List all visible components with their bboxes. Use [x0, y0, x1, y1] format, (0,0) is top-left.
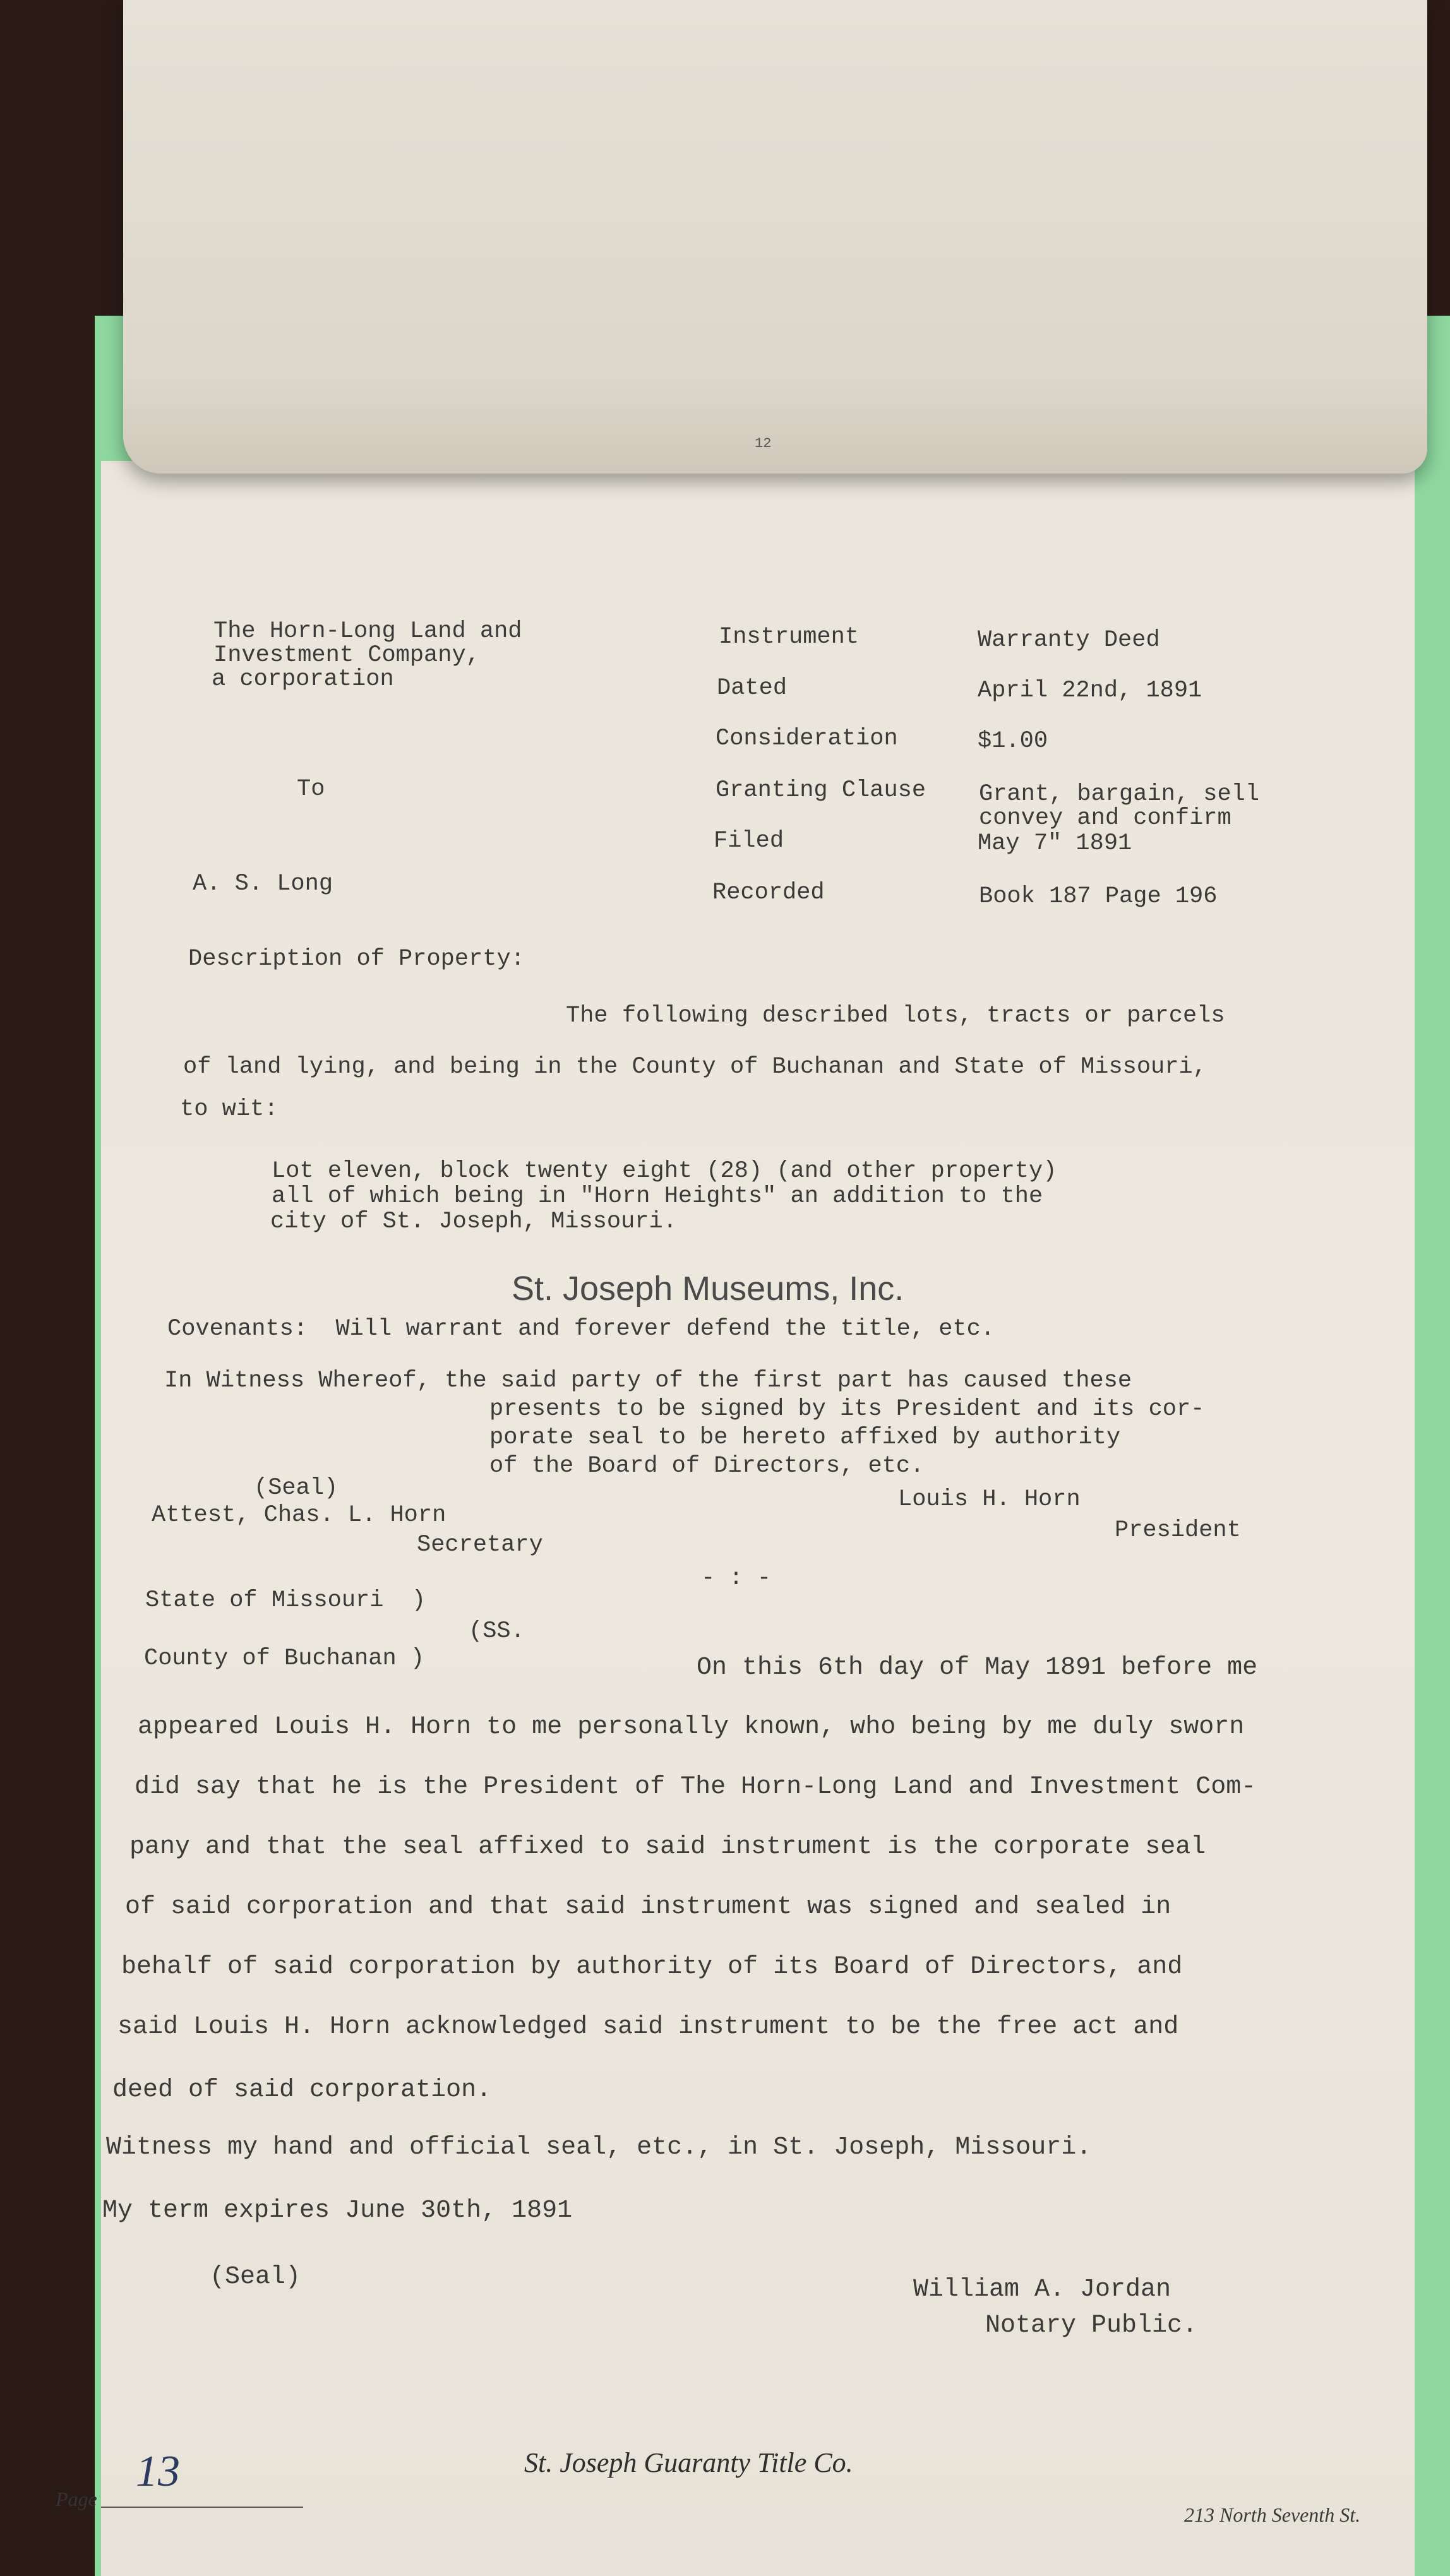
- notary-name: William A. Jordan: [913, 2275, 1171, 2304]
- lot-line-3: city of St. Joseph, Missouri.: [270, 1208, 677, 1235]
- previous-page-fold: [123, 0, 1427, 474]
- page-label: Page: [56, 2488, 97, 2510]
- field-value-dated: April 22nd, 1891: [978, 677, 1202, 704]
- ack-line-5: of said corporation and that said instrument was signed and sealed in: [125, 1893, 1171, 1921]
- ack-line-6: behalf of said corporation by authority of its Board of Directors, and: [121, 1953, 1183, 1981]
- witness-line-3: porate seal to be hereto affixed by authority: [489, 1424, 1121, 1451]
- lot-line-1: Lot eleven, block twenty eight (28) (and other property): [272, 1158, 1057, 1184]
- handwritten-page-number: 13: [136, 2447, 180, 2496]
- ack-line-2: appeared Louis H. Horn to me personally known, who being by me duly sworn: [138, 1713, 1245, 1741]
- grantor-line-3: a corporation: [212, 666, 394, 693]
- to-label: To: [297, 776, 325, 802]
- field-label-granting-clause: Granting Clause: [716, 777, 926, 804]
- previous-page-number: 12: [755, 436, 772, 451]
- page-number-line: [101, 2507, 303, 2508]
- grantor-line-1: The Horn-Long Land and: [213, 618, 522, 645]
- witness-line-2: presents to be signed by its President and its cor-: [489, 1396, 1205, 1422]
- field-value-instrument: Warranty Deed: [978, 627, 1160, 653]
- field-label-filed: Filed: [714, 828, 784, 854]
- field-label-consideration: Consideration: [716, 725, 898, 752]
- field-label-instrument: Instrument: [719, 624, 860, 650]
- corporate-seal-label: (Seal): [254, 1475, 339, 1501]
- lot-line-2: all of which being in "Horn Heights" an addition to the: [272, 1183, 1043, 1210]
- section-divider: - : -: [701, 1565, 772, 1592]
- witness-line-4: of the Board of Directors, etc.: [489, 1453, 925, 1479]
- venue-county: County of Buchanan ): [144, 1645, 425, 1672]
- description-heading: Description of Property:: [188, 946, 525, 972]
- field-label-dated: Dated: [717, 675, 788, 701]
- field-value-filed: May 7" 1891: [978, 830, 1132, 857]
- witness-line-1: In Witness Whereof, the said party of the first part has caused these: [164, 1368, 1132, 1394]
- notary-seal-label: (Seal): [210, 2263, 301, 2291]
- grantor-line-2: Investment Company,: [213, 642, 480, 669]
- ack-line-9: Witness my hand and official seal, etc., in St. Joseph, Missouri.: [106, 2133, 1092, 2162]
- grantee-name: A. S. Long: [193, 871, 333, 897]
- description-line-1: The following described lots, tracts or parcels: [566, 1003, 1225, 1029]
- venue-ss: (SS.: [469, 1618, 525, 1645]
- venue-state: State of Missouri ): [145, 1587, 426, 1614]
- president-title: President: [1115, 1517, 1241, 1544]
- notary-title: Notary Public.: [985, 2311, 1198, 2340]
- field-value-granting-clause-1: Grant, bargain, sell: [979, 781, 1260, 808]
- field-value-granting-clause-2: convey and confirm: [979, 805, 1231, 832]
- ack-line-8: deed of said corporation.: [112, 2076, 492, 2104]
- field-label-recorded: Recorded: [712, 880, 825, 906]
- footer-company-name: St. Joseph Guaranty Title Co.: [524, 2447, 853, 2478]
- secretary-title: Secretary: [417, 1532, 543, 1558]
- footer-address: 213 North Seventh St.: [1184, 2503, 1361, 2526]
- ack-line-3: did say that he is the President of The Horn-Long Land and Investment Com-: [135, 1773, 1257, 1801]
- description-line-2: of land lying, and being in the County of Buchanan and State of Missouri,: [183, 1054, 1207, 1080]
- ack-line-7: said Louis H. Horn acknowledged said instrument to be the free act and: [117, 2013, 1179, 2041]
- description-line-3: to wit:: [180, 1096, 279, 1123]
- attest-line: Attest, Chas. L. Horn: [152, 1502, 446, 1529]
- ack-line-10: My term expires June 30th, 1891: [102, 2197, 573, 2225]
- field-value-consideration: $1.00: [978, 728, 1048, 754]
- president-name: Louis H. Horn: [898, 1486, 1081, 1513]
- ack-line-4: pany and that the seal affixed to said instrument is the corporate seal: [129, 1833, 1206, 1861]
- museum-watermark: St. Joseph Museums, Inc.: [512, 1270, 904, 1308]
- covenants: Covenants: Will warrant and forever defend the title, etc.: [167, 1316, 995, 1342]
- ack-line-1: On this 6th day of May 1891 before me: [697, 1654, 1258, 1682]
- field-value-recorded: Book 187 Page 196: [979, 883, 1218, 910]
